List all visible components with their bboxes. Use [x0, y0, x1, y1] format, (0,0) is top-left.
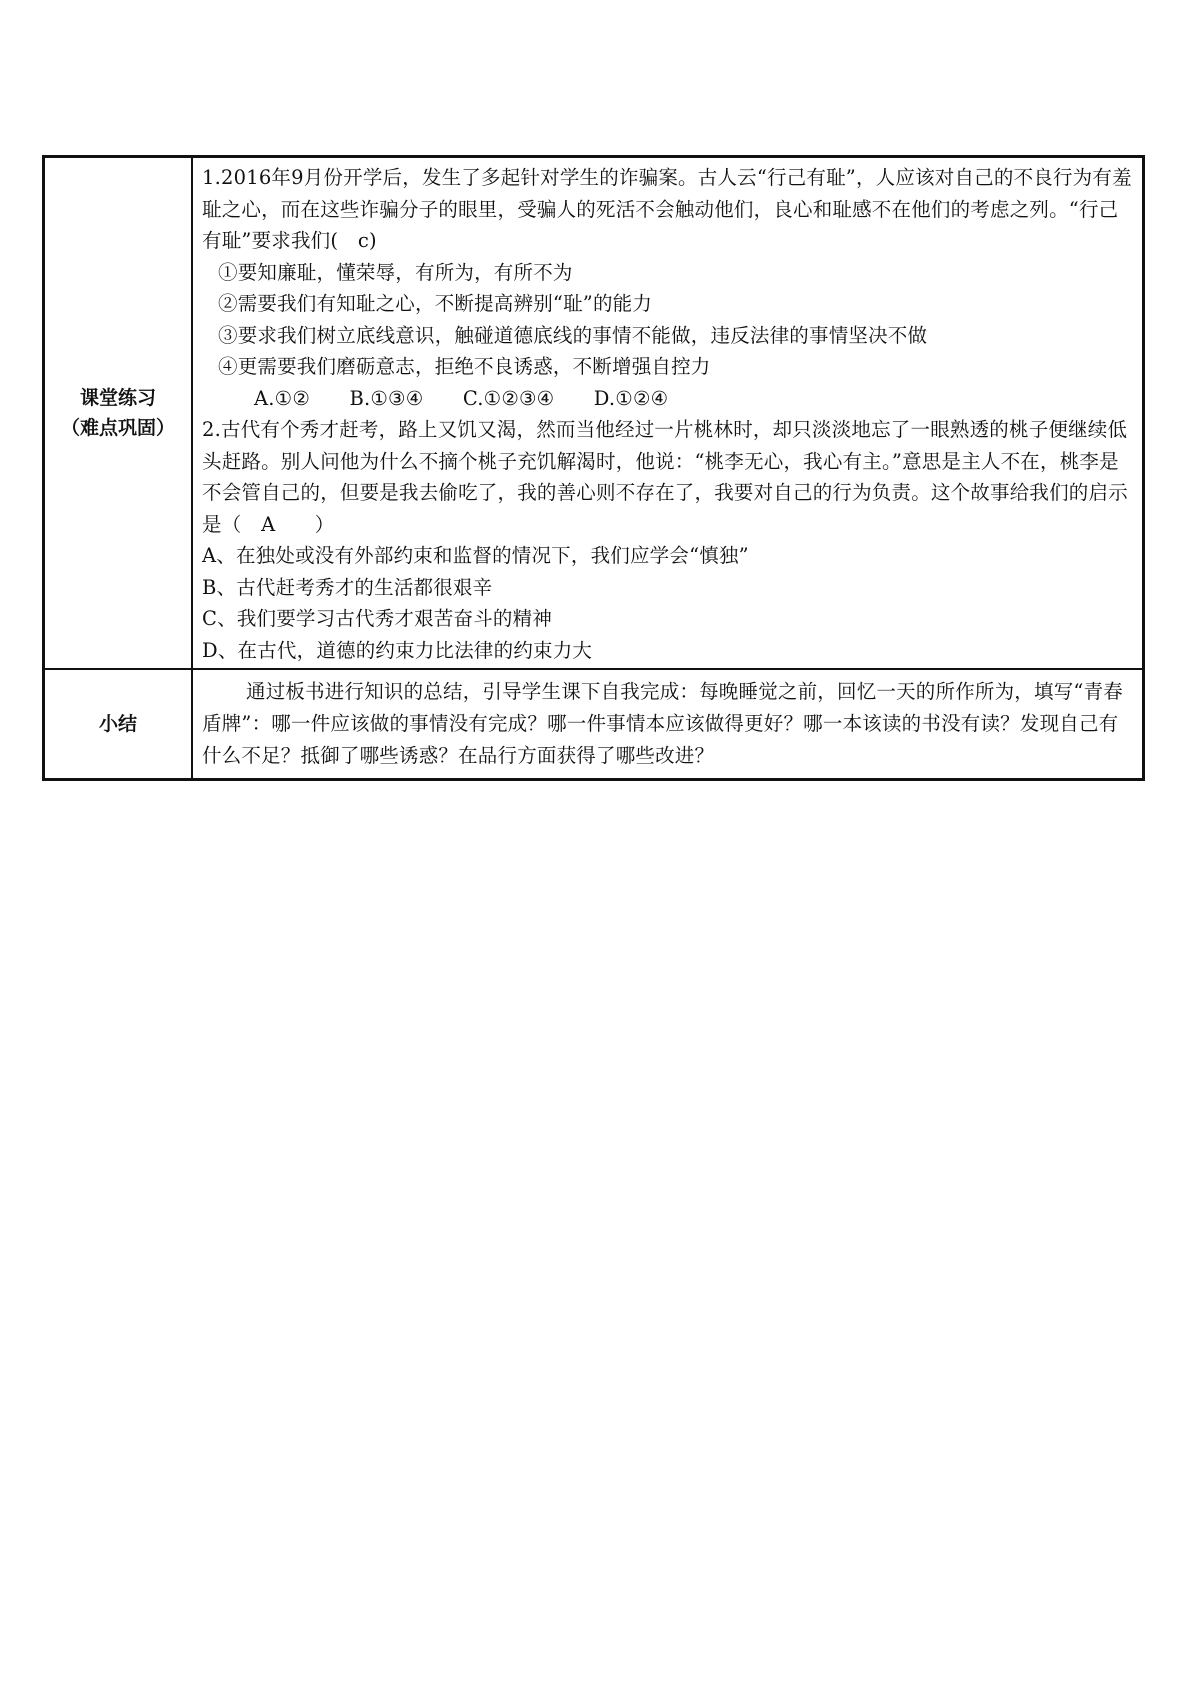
question-2-stem: 2.古代有个秀才赶考，路上又饥又渴，然而当他经过一片桃林时，却只淡淡地忘了一眼熟透的桃子便继续低头赶路。别人问他为什么不摘个桃子充饥解渴时，他说：“桃李无心，我心有主。”意思是主人不在，桃李是不会管自己的，但要是我去偷吃了，我的善心则不存在了，我要对自己的行为负责。这个故事给我们的启示是（ A ）	[202, 418, 1128, 536]
practice-content-cell	[192, 157, 1144, 670]
practice-row	[44, 157, 1144, 670]
lesson-plan-table	[42, 155, 1145, 781]
question-2-option: B、古代赶考秀才的生活都很艰辛	[202, 575, 493, 599]
summary-text: 通过板书进行知识的总结，引导学生课下自我完成：每晚睡觉之前，回忆一天的所作所为，填写“青春盾牌”：哪一件应该做的事情没有完成？哪一件事情本应该做得更好？哪一本该读的书没有读？发现自己有什么不足？抵御了哪些诱惑？在品行方面获得了哪些改进？	[202, 680, 1123, 767]
question-1-option: ②需要我们有知耻之心，不断提高辨别“耻”的能力	[218, 292, 653, 315]
question-1-choices: A.①② B.①③④ C.①②③④ D.①②④	[254, 386, 669, 410]
question-1-option: ④更需要我们磨砺意志，拒绝不良诱惑，不断增强自控力	[218, 355, 711, 378]
summary-label-cell	[44, 669, 193, 780]
question-1-option: ①要知廉耻，懂荣辱，有所为，有所不为	[218, 260, 573, 284]
question-1-stem: 1.2016年9月份开学后，发生了多起针对学生的诈骗案。古人云“行己有耻”，人应该对自己的不良行为有羞耻之心，而在这些诈骗分子的眼里，受骗人的死活不会触动他们，良心和耻感不在他们的考虑之列。“行己有耻”要求我们( c)	[202, 166, 1132, 252]
summary-content-cell	[192, 669, 1144, 780]
question-2-option: C、我们要学习古代秀才艰苦奋斗的精神	[202, 607, 553, 630]
practice-label: 课堂练习	[79, 387, 156, 409]
practice-label-cell	[44, 157, 193, 670]
question-2-option: D、在古代，道德的约束力比法律的约束力大	[202, 638, 593, 662]
question-1-option: ③要求我们树立底线意识，触碰道德底线的事情不能做，违反法律的事情坚决不做	[218, 323, 928, 347]
summary-row	[44, 669, 1144, 780]
practice-sublabel: （难点巩固）	[60, 417, 175, 439]
summary-label: 小结	[98, 713, 137, 735]
question-2-option: A、在独处或没有外部约束和监督的情况下，我们应学会“慎独”	[202, 544, 749, 567]
